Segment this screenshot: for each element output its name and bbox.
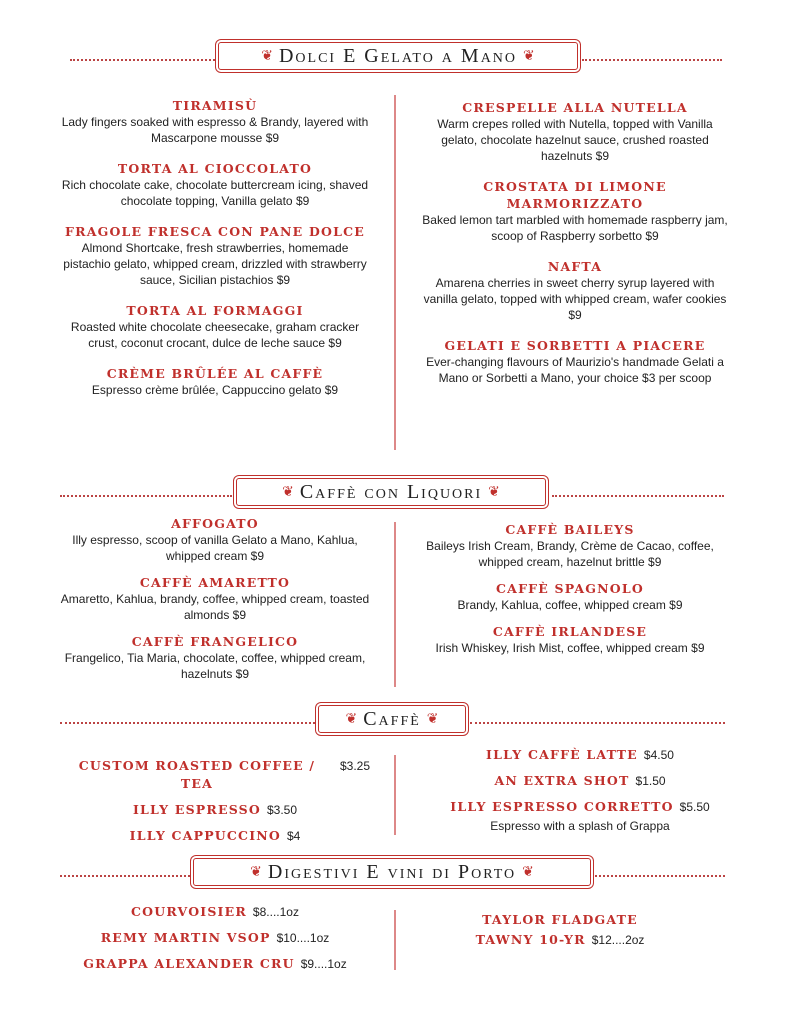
- banner-rule-left: [60, 875, 190, 877]
- item-name: TIRAMISÙ: [172, 98, 258, 113]
- digestivi-title-box: [193, 858, 591, 886]
- item-price: $9: [669, 598, 683, 612]
- item-name: CAFFÈ FRANGELICO: [131, 634, 299, 649]
- item-price: $9: [232, 608, 247, 622]
- item-name: REMY MARTIN VSOP: [100, 930, 271, 945]
- menu-item: [60, 97, 370, 146]
- menu-item: [60, 929, 370, 947]
- item-name: CAFFÈ IRLANDESE: [492, 624, 648, 639]
- item-name: ILLY CAFFÈ LATTE: [486, 747, 638, 762]
- item-name: CRÈME BRÛLÉE AL CAFFÈ: [106, 366, 324, 381]
- item-name: AFFOGATO: [171, 516, 259, 531]
- item-name: ILLY CAPPUCCINO: [129, 828, 281, 843]
- menu-item: [420, 258, 730, 323]
- item-name: CAFFÈ BAILEYS: [505, 522, 635, 537]
- scroll-flourish-icon: ❦: [345, 711, 358, 727]
- item-price: $9: [324, 383, 339, 397]
- section-title: Caffè con Liquori: [299, 480, 483, 503]
- dolci-title-box: [218, 42, 578, 70]
- section-title: Dolci E Gelato a Mano: [278, 44, 518, 67]
- item-price: $9: [691, 641, 705, 655]
- item-description: [60, 650, 370, 682]
- menu-item: [410, 623, 730, 656]
- caffe-banner: [0, 705, 791, 741]
- menu-item: [60, 757, 370, 793]
- item-description-text: Rich chocolate cake, chocolate buttercream icing, shaved chocolate topping, Vanilla gelato: [61, 178, 369, 208]
- menu-item: [60, 955, 370, 973]
- column-divider: [394, 755, 396, 835]
- item-name: CAFFÈ SPAGNOLO: [496, 581, 644, 596]
- digestivi-banner: [0, 858, 791, 894]
- item-description-text: Frangelico, Tia Maria, chocolate, coffee, whipped cream, hazelnuts: [64, 651, 366, 681]
- item-description-text: Baileys Irish Cream, Brandy, Crème de Cacao, coffee, whipped cream, hazelnut brittle: [426, 539, 714, 569]
- item-description: [60, 532, 370, 564]
- item-description: [420, 275, 730, 323]
- menu-item: [420, 337, 730, 386]
- item-price: $9....1oz: [300, 957, 347, 971]
- item-description-text: Amaretto, Kahlua, brandy, coffee, whipped cream, toasted almonds: [60, 592, 370, 622]
- item-name: CUSTOM ROASTED COFFEE / TEA: [78, 758, 316, 791]
- item-name: GRAPPA ALEXANDER CRU: [83, 956, 295, 971]
- item-name: COURVOISIER: [131, 904, 247, 919]
- item-price: $9: [235, 667, 250, 681]
- liquori-left-column: [60, 515, 370, 692]
- menu-item: [410, 580, 730, 613]
- menu-item: [410, 521, 730, 570]
- item-description-text: Almond Shortcake, fresh strawberries, homemade pistachio gelato, whipped cream, drizzled with strawberry sauce, Sicilian pistachios: [63, 241, 367, 287]
- caffe-left-column: [60, 757, 370, 853]
- item-name: CAFFÈ AMARETTO: [139, 575, 291, 590]
- item-description-text: Roasted white chocolate cheesecake, graham cracker crust, coconut crocant, dulce de leche sauce: [70, 320, 360, 350]
- caffe-right-column: [420, 746, 740, 834]
- banner-rule-right: [595, 875, 725, 877]
- dolci-left-column: [60, 97, 370, 412]
- banner-rule-right: [470, 722, 725, 724]
- item-price: $3.25: [339, 759, 370, 773]
- item-description-text: Ever-changing flavours of Maurizio's handmade Gelati a Mano or Sorbetti a Mano, your choice: [426, 355, 724, 385]
- menu-item: [60, 365, 370, 398]
- item-name: FRAGOLE FRESCA CON PANE DOLCE: [65, 224, 365, 239]
- banner-rule-left: [70, 59, 215, 61]
- item-price: $4.50: [643, 748, 674, 762]
- menu-item: [60, 223, 370, 288]
- scroll-flourish-icon: ❦: [250, 864, 262, 880]
- item-price: $3 per scoop: [642, 371, 712, 385]
- item-description: [420, 354, 730, 386]
- item-price: $9: [276, 273, 291, 287]
- item-description: [410, 597, 730, 613]
- item-price: $9: [648, 555, 662, 569]
- item-price: $3.50: [267, 803, 298, 817]
- item-description: [60, 319, 370, 351]
- column-divider: [394, 95, 396, 450]
- scroll-flourish-icon: ❦: [522, 864, 534, 880]
- digestivi-left-column: [60, 903, 370, 981]
- menu-item: [60, 574, 370, 623]
- menu-item: [420, 746, 740, 764]
- item-description: [420, 116, 730, 164]
- digestivi-right-column: [430, 911, 690, 951]
- menu-item: [60, 827, 370, 845]
- item-description-text: Amarena cherries in sweet cherry syrup layered with vanilla gelato, topped with whipped cream, wafer cookies: [423, 276, 727, 306]
- item-price: $12....2oz: [591, 933, 645, 947]
- item-price: $9: [568, 308, 582, 322]
- scroll-flourish-icon: ❦: [523, 48, 535, 64]
- item-description: [60, 382, 370, 398]
- liquori-banner: [0, 478, 791, 514]
- item-description-text: Baked lemon tart marbled with homemade raspberry jam, scoop of Raspberry sorbetto: [422, 213, 728, 243]
- item-price: $9: [645, 229, 659, 243]
- item-description: [60, 240, 370, 288]
- item-description: [410, 640, 730, 656]
- section-title: Digestivi E vini di Porto: [267, 860, 517, 883]
- scroll-flourish-icon: ❦: [261, 48, 273, 64]
- menu-item: [60, 801, 370, 819]
- liquori-right-column: [410, 521, 730, 666]
- item-name: CROSTATA DI LIMONE MARMORIZZATO: [483, 179, 667, 211]
- section-title: Caffè: [363, 707, 421, 730]
- menu-item: [430, 911, 690, 929]
- menu-item: [60, 160, 370, 209]
- menu-item: [420, 798, 740, 834]
- scroll-flourish-icon: ❦: [282, 484, 294, 500]
- dolci-right-column: [420, 99, 730, 400]
- liquori-title-box: [236, 478, 546, 506]
- item-description-text: Warm crepes rolled with Nutella, topped with Vanilla gelato, chocolate hazelnut sauce, crushed roasted hazelnuts: [437, 117, 713, 163]
- caffe-title-box: [318, 705, 466, 733]
- menu-item: [420, 99, 730, 164]
- item-price: $9: [295, 194, 310, 208]
- scroll-flourish-icon: ❦: [488, 484, 500, 500]
- item-description-text: Lady fingers soaked with espresso & Brandy, layered with Mascarpone mousse: [61, 115, 369, 145]
- item-description: [60, 114, 370, 146]
- item-name: TORTA AL FORMAGGI: [126, 303, 304, 318]
- item-description: [60, 177, 370, 209]
- item-name: NAFTA: [547, 259, 603, 274]
- banner-rule-right: [552, 495, 724, 497]
- menu-item: [60, 903, 370, 921]
- menu-item: [60, 515, 370, 564]
- item-name: ILLY ESPRESSO CORRETTO: [450, 799, 674, 814]
- item-description-text: Espresso crème brûlée, Cappuccino gelato: [91, 383, 322, 397]
- item-price: $10....1oz: [276, 931, 330, 945]
- menu-item: [60, 302, 370, 351]
- scroll-flourish-icon: ❦: [426, 711, 439, 727]
- item-description-text: Irish Whiskey, Irish Mist, coffee, whipped cream: [435, 641, 688, 655]
- item-price: $9: [265, 131, 280, 145]
- column-divider: [394, 910, 396, 970]
- item-description: Espresso with a splash of Grappa: [490, 819, 670, 833]
- item-name: TORTA AL CIOCCOLATO: [117, 161, 313, 176]
- item-price: $8....1oz: [252, 905, 299, 919]
- item-price: $4: [286, 829, 301, 843]
- menu-item: [60, 633, 370, 682]
- item-name: ILLY ESPRESSO: [132, 802, 261, 817]
- menu-item: [430, 931, 690, 949]
- column-divider: [394, 522, 396, 687]
- item-description: [420, 212, 730, 244]
- item-name: GELATI E SORBETTI A PIACERE: [444, 338, 706, 353]
- menu-item: [420, 772, 740, 790]
- banner-rule-left: [60, 722, 315, 724]
- item-price: $9: [250, 549, 265, 563]
- dolci-banner: [0, 42, 791, 78]
- menu-item: [420, 178, 730, 244]
- item-description: [410, 538, 730, 570]
- item-name: TAWNY 10-YR: [475, 932, 586, 947]
- item-name: AN EXTRA SHOT: [494, 773, 630, 788]
- item-name: CRESPELLE ALLA NUTELLA: [462, 100, 688, 115]
- item-description-text: Illy espresso, scoop of vanilla Gelato a Mano, Kahlua, whipped cream: [72, 533, 358, 563]
- item-price: $1.50: [635, 774, 666, 788]
- item-description: [60, 591, 370, 623]
- item-description-text: Brandy, Kahlua, coffee, whipped cream: [457, 598, 666, 612]
- item-price: $9: [328, 336, 342, 350]
- item-name: TAYLOR FLADGATE: [482, 912, 638, 927]
- banner-rule-left: [60, 495, 232, 497]
- banner-rule-right: [582, 59, 722, 61]
- item-price: $5.50: [679, 800, 710, 814]
- item-price: $9: [595, 149, 610, 163]
